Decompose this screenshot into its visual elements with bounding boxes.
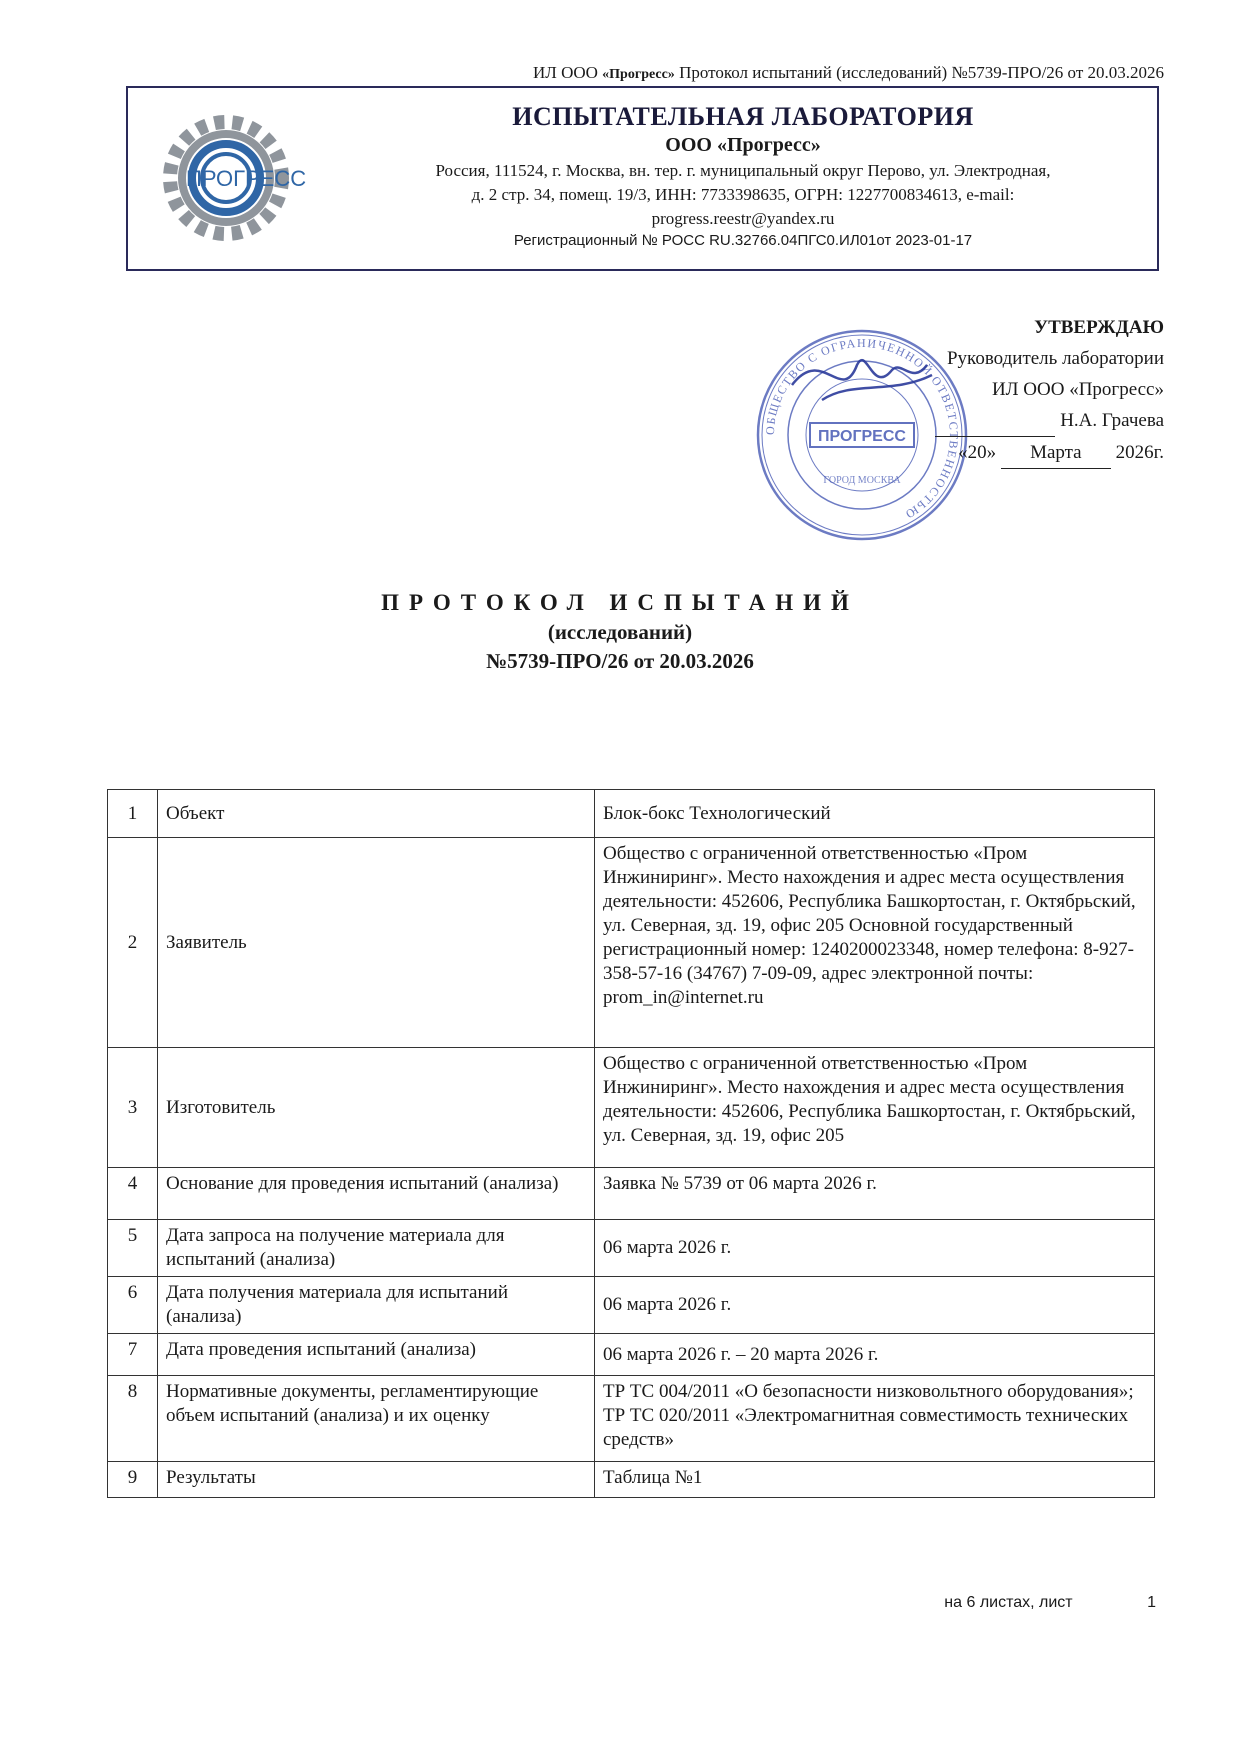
progress-logo-icon xyxy=(156,108,336,248)
page-footer xyxy=(944,1594,1156,1612)
svg-text:ОБЩЕСТВО С ОГРАНИЧЕННОЙ ОТВЕТС: ОБЩЕСТВО С ОГРАНИЧЕННОЙ ОТВЕТСТВЕННОСТЬЮ xyxy=(762,335,962,523)
laboratory-org: ООО «Прогресс» xyxy=(665,134,821,156)
sheets-text: на 6 листах, лист xyxy=(944,1594,1073,1611)
row-number: 4 xyxy=(108,1168,158,1220)
row-value: Таблица №1 xyxy=(595,1462,1155,1498)
approval-day: «20» xyxy=(958,442,997,463)
header-text-block xyxy=(358,102,1128,249)
row-key: Нормативные документы, регламентирующие объем испытаний (анализа) и их оценку xyxy=(158,1376,595,1462)
table-row xyxy=(108,838,1155,1048)
row-value: ТР ТС 004/2011 «О безопасности низковольтного оборудования»; ТР ТС 020/2011 «Электромагнитная совместимость технических средств» xyxy=(595,1376,1155,1462)
protocol-number: №5739-ПРО/26 от 20.03.2026 xyxy=(486,649,754,673)
address-line: Россия, 111524, г. Москва, вн. тер. г. муниципальный округ Перово, ул. Электродная, xyxy=(435,161,1051,180)
row-key: Дата получения материала для испытаний (анализа) xyxy=(158,1277,595,1334)
table-row xyxy=(108,1462,1155,1498)
header-prefix: ИЛ ООО xyxy=(533,63,598,82)
svg-text:ПРОГРЕСС: ПРОГРЕСС xyxy=(186,166,307,191)
approval-name: Н.А. Грачева xyxy=(1060,410,1164,431)
row-number: 7 xyxy=(108,1334,158,1376)
row-key: Дата проведения испытаний (анализа) xyxy=(158,1334,595,1376)
row-value: Общество с ограниченной ответственностью «Пром Инжиниринг». Место нахождения и адрес места осуществления деятельности: 452606, Республика Башкортостан, г. Октябрьский, ул. Северная, зд. 19, офис 205 Основной государственный регистрационный номер: 1240200023348, номер телефона: 8-927-358-57-16 (34767) 7-09-09, адрес электронной почты: prom_in@internet.ru xyxy=(595,838,1155,1048)
row-value: Блок-бокс Технологический xyxy=(595,790,1155,838)
table-row xyxy=(108,1376,1155,1462)
row-number: 6 xyxy=(108,1277,158,1334)
protocol-heading xyxy=(0,590,1240,674)
protocol-info-table xyxy=(107,789,1155,1498)
table-row xyxy=(108,790,1155,838)
laboratory-header xyxy=(126,86,1159,271)
row-number: 9 xyxy=(108,1462,158,1498)
table-row xyxy=(108,1220,1155,1277)
protocol-title: ПРОТОКОЛ ИСПЫТАНИЙ xyxy=(381,590,859,615)
approval-block xyxy=(935,312,1164,469)
row-value: Общество с ограниченной ответственностью «Пром Инжиниринг». Место нахождения и адрес места осуществления деятельности: 452606, Республика Башкортостан, г. Октябрьский, ул. Северная, зд. 19, офис 205 xyxy=(595,1048,1155,1168)
approval-month: Марта xyxy=(1001,437,1111,469)
row-key: Объект xyxy=(158,790,595,838)
document-header-line xyxy=(533,63,1164,83)
registration-number: Регистрационный № РОСС RU.32766.04ПГС0.ИЛ01от 2023-01-17 xyxy=(513,232,973,249)
row-key: Основание для проведения испытаний (анализа) xyxy=(158,1168,595,1220)
approval-year: 2026г. xyxy=(1115,442,1164,463)
row-key: Заявитель xyxy=(158,838,595,1048)
table-row xyxy=(108,1048,1155,1168)
address-line: progress.reestr@yandex.ru xyxy=(651,209,835,228)
svg-text:ПРОГРЕСС: ПРОГРЕСС xyxy=(818,428,906,445)
row-key: Дата запроса на получение материала для испытаний (анализа) xyxy=(158,1220,595,1277)
approval-signature-line xyxy=(935,405,1164,437)
row-number: 3 xyxy=(108,1048,158,1168)
approval-title: УТВЕРЖДАЮ xyxy=(1034,317,1164,338)
row-key: Результаты xyxy=(158,1462,595,1498)
row-value: 06 марта 2026 г. xyxy=(595,1220,1155,1277)
approval-date xyxy=(935,437,1164,469)
approval-position: Руководитель лаборатории xyxy=(946,348,1164,369)
row-number: 5 xyxy=(108,1220,158,1277)
header-protocol-text: Протокол испытаний (исследований) №5739-ПРО/26 от 20.03.2026 xyxy=(679,63,1164,82)
row-number: 2 xyxy=(108,838,158,1048)
laboratory-address xyxy=(358,159,1128,231)
address-line: д. 2 стр. 34, помещ. 19/3, ИНН: 7733398635, ОГРН: 1227700834613, e-mail: xyxy=(471,185,1015,204)
header-org: «Прогресс» xyxy=(602,67,675,82)
laboratory-title: ИСПЫТАТЕЛЬНАЯ ЛАБОРАТОРИЯ xyxy=(512,102,974,131)
table-row xyxy=(108,1168,1155,1220)
table-row xyxy=(108,1277,1155,1334)
row-value: 06 марта 2026 г. – 20 марта 2026 г. xyxy=(595,1334,1155,1376)
row-number: 8 xyxy=(108,1376,158,1462)
protocol-subtitle: (исследований) xyxy=(547,620,693,644)
approval-org: ИЛ ООО «Прогресс» xyxy=(991,379,1164,400)
row-key: Изготовитель xyxy=(158,1048,595,1168)
svg-text:ГОРОД МОСКВА: ГОРОД МОСКВА xyxy=(823,475,901,486)
row-value: 06 марта 2026 г. xyxy=(595,1277,1155,1334)
row-number: 1 xyxy=(108,790,158,838)
row-value: Заявка № 5739 от 06 марта 2026 г. xyxy=(595,1168,1155,1220)
page-number: 1 xyxy=(1147,1594,1156,1611)
table-row xyxy=(108,1334,1155,1376)
